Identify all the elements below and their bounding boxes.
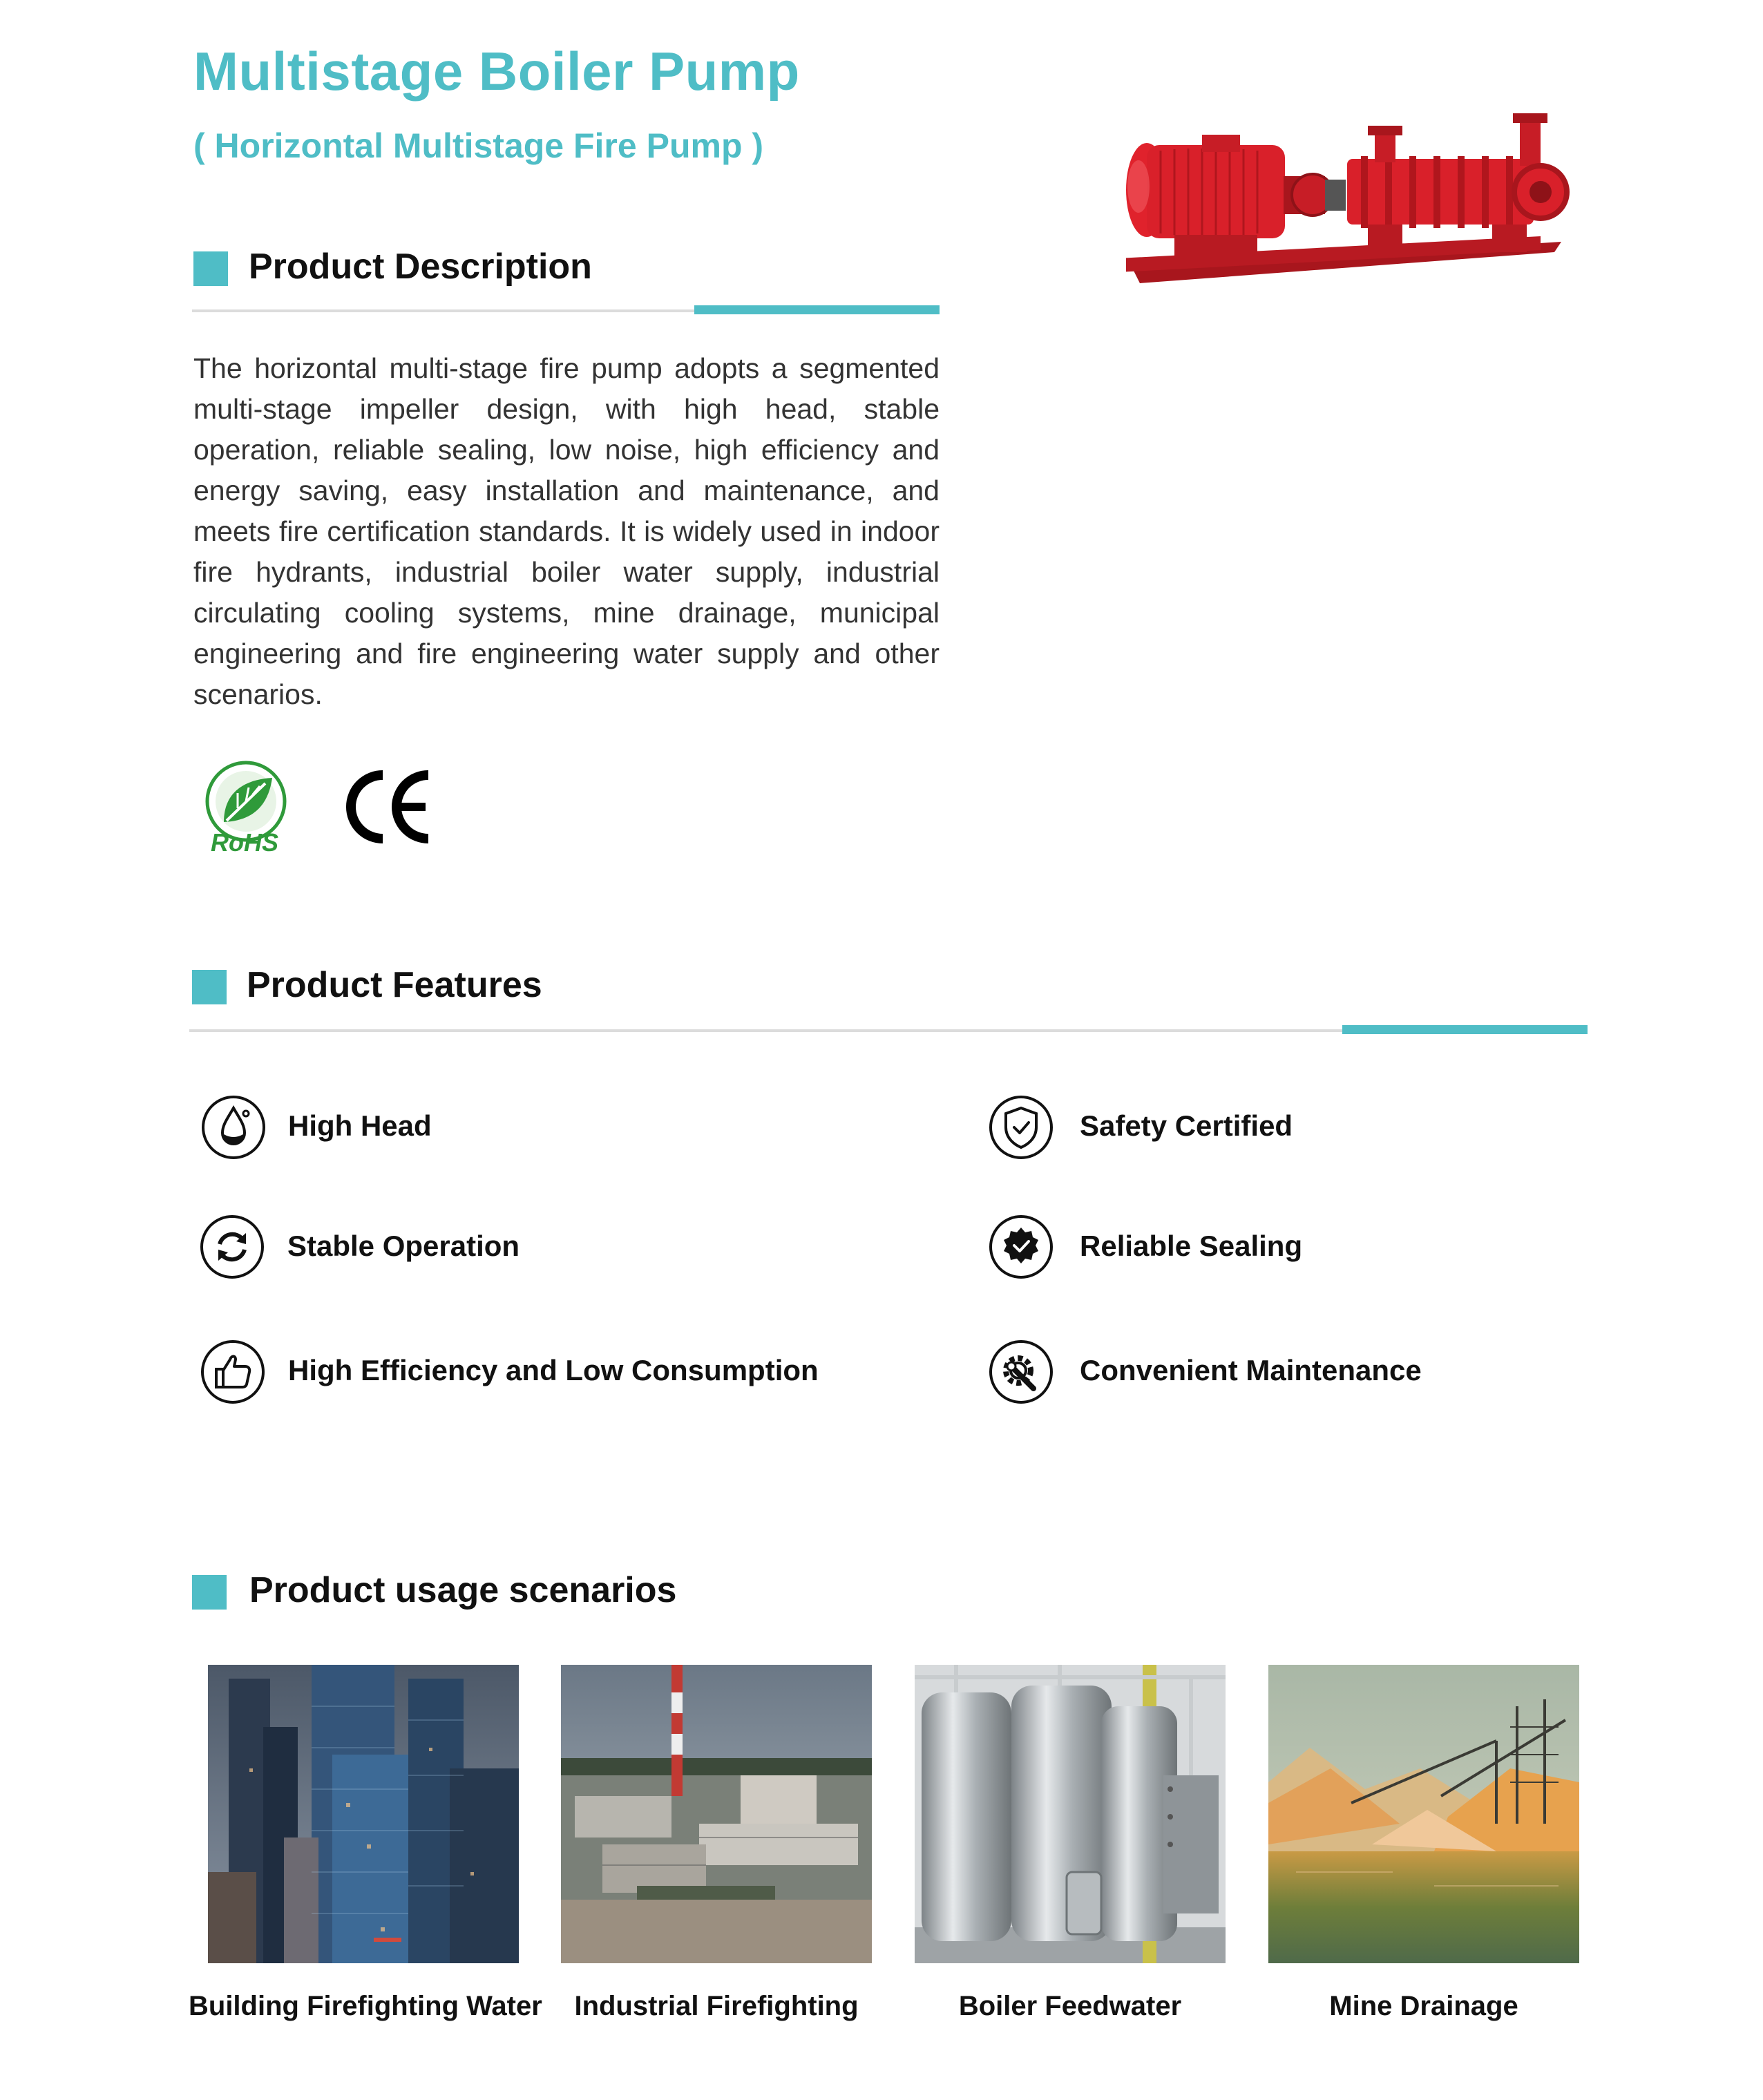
section-marker-scenarios (192, 1575, 227, 1610)
pump-product-image (1105, 111, 1575, 290)
ce-mark (340, 765, 437, 848)
scenario-image-boiler (915, 1665, 1226, 1963)
scenario-image-building (208, 1665, 519, 1963)
section-marker-features (192, 970, 227, 1004)
thumbs-up-icon (200, 1339, 266, 1405)
water-drop-icon (200, 1094, 267, 1161)
scenarios-heading: Product usage scenarios (249, 1570, 677, 1610)
feature-label-reliable-sealing: Reliable Sealing (1080, 1230, 1303, 1262)
section-marker-description (193, 251, 228, 286)
feature-label-safety-certified: Safety Certified (1080, 1109, 1293, 1142)
page-title: Multistage Boiler Pump (193, 41, 800, 102)
scenario-image-mine (1268, 1665, 1579, 1963)
features-heading: Product Features (247, 965, 542, 1005)
feature-label-stable-operation: Stable Operation (287, 1230, 520, 1262)
description-heading: Product Description (249, 247, 592, 287)
feature-label-convenient-maintenance: Convenient Maintenance (1080, 1354, 1422, 1386)
scenario-image-industrial (561, 1665, 872, 1963)
feature-label-high-efficiency: High Efficiency and Low Consumption (288, 1354, 819, 1386)
scenario-label-building: Building Firefighting Water (189, 1991, 542, 2021)
feature-label-high-head: High Head (288, 1109, 432, 1142)
scenario-label-mine: Mine Drainage (1329, 1991, 1518, 2021)
features-accent-bar (1342, 1025, 1588, 1034)
seal-badge-icon (988, 1214, 1054, 1280)
description-text: The horizontal multi-stage fire pump adopts a segmented multi-stage impeller design, with high head, stable operation, reliable sealing, low noise, high efficiency and energy saving, easy installation and maintenance, and meets fire certification standards. It is widely used in indoor fire hydrants, industrial boiler water supply, industrial circulating cooling systems, mine drainage, municipal engineering and fire engineering water supply and other scenarios. (193, 352, 940, 710)
description-accent-bar (694, 305, 940, 314)
shield-check-icon (988, 1094, 1054, 1161)
page-subtitle: ( Horizontal Multistage Fire Pump ) (193, 126, 764, 165)
scenario-label-boiler: Boiler Feedwater (958, 1991, 1182, 2021)
gear-wrench-icon (988, 1339, 1054, 1405)
rohs-label: RoHS (211, 828, 278, 855)
refresh-icon (199, 1214, 265, 1280)
scenario-label-industrial: Industrial Firefighting (574, 1991, 859, 2021)
rohs-logo (196, 758, 293, 855)
